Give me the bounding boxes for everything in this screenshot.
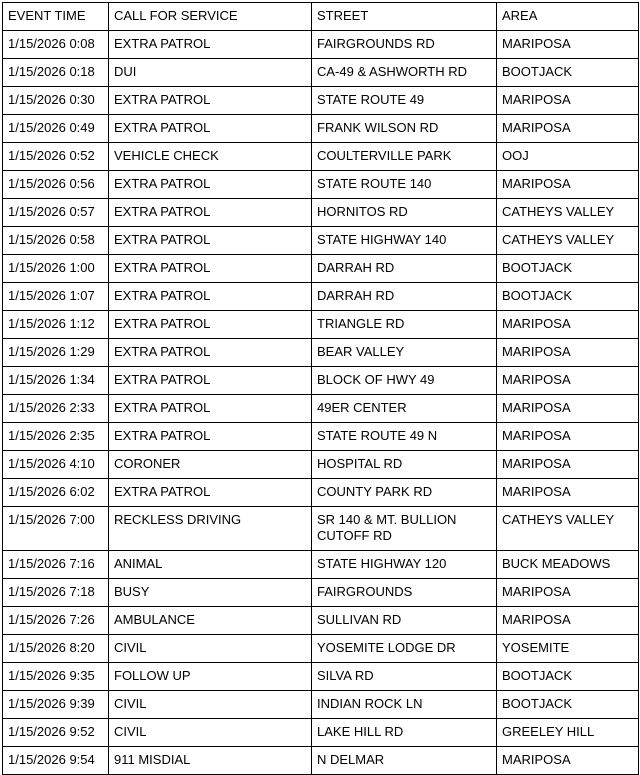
area-cell: MARIPOSA [497,339,639,367]
call-type-cell: CIVIL [109,719,312,747]
area-cell: BUCK MEADOWS [497,551,639,579]
event-time-cell: 1/15/2026 7:00 [3,507,109,551]
table-row [3,719,639,747]
street-cell: COUNTY PARK RD [312,479,497,507]
area-cell: MARIPOSA [497,171,639,199]
event-time-cell: 1/15/2026 7:26 [3,607,109,635]
call-type-cell: VEHICLE CHECK [109,143,312,171]
call-type-cell: EXTRA PATROL [109,227,312,255]
event-time-cell: 1/15/2026 9:39 [3,691,109,719]
event-time-cell: 1/15/2026 0:57 [3,199,109,227]
area-cell: OOJ [497,143,639,171]
street-cell: COULTERVILLE PARK [312,143,497,171]
street-cell: SILVA RD [312,663,497,691]
call-type-cell: DUI [109,59,312,87]
table-row [3,747,639,775]
call-type-cell: FOLLOW UP [109,663,312,691]
event-time-cell: 1/15/2026 9:54 [3,747,109,775]
call-type-cell: EXTRA PATROL [109,31,312,59]
calls-for-service-table [2,2,639,775]
table-row [3,199,639,227]
call-type-cell: EXTRA PATROL [109,283,312,311]
street-cell: BLOCK OF HWY 49 [312,367,497,395]
call-type-cell: EXTRA PATROL [109,479,312,507]
call-type-cell: CIVIL [109,635,312,663]
street-cell: CA-49 & ASHWORTH RD [312,59,497,87]
area-cell: BOOTJACK [497,59,639,87]
event-time-cell: 1/15/2026 0:52 [3,143,109,171]
area-cell: MARIPOSA [497,451,639,479]
table-row [3,143,639,171]
event-time-cell: 1/15/2026 2:33 [3,395,109,423]
header-event-time: EVENT TIME [3,3,109,31]
call-type-cell: EXTRA PATROL [109,87,312,115]
table-row [3,283,639,311]
area-cell: MARIPOSA [497,747,639,775]
table-row [3,255,639,283]
header-call-for-service: CALL FOR SERVICE [109,3,312,31]
area-cell: CATHEYS VALLEY [497,227,639,255]
call-type-cell: CORONER [109,451,312,479]
area-cell: MARIPOSA [497,31,639,59]
area-cell: BOOTJACK [497,283,639,311]
table-row [3,635,639,663]
event-time-cell: 1/15/2026 0:49 [3,115,109,143]
header-street: STREET [312,3,497,31]
street-cell: SR 140 & MT. BULLION CUTOFF RD [312,507,497,551]
event-time-cell: 1/15/2026 7:16 [3,551,109,579]
table-row [3,607,639,635]
area-cell: MARIPOSA [497,367,639,395]
table-row [3,339,639,367]
area-cell: BOOTJACK [497,691,639,719]
street-cell: BEAR VALLEY [312,339,497,367]
street-cell: FRANK WILSON RD [312,115,497,143]
table-row [3,227,639,255]
call-type-cell: BUSY [109,579,312,607]
street-cell: HOSPITAL RD [312,451,497,479]
area-cell: MARIPOSA [497,607,639,635]
table-row [3,663,639,691]
area-cell: YOSEMITE [497,635,639,663]
table-row [3,31,639,59]
table-row [3,423,639,451]
area-cell: BOOTJACK [497,255,639,283]
table-row [3,311,639,339]
street-cell: FAIRGROUNDS RD [312,31,497,59]
area-cell: MARIPOSA [497,87,639,115]
event-time-cell: 1/15/2026 0:30 [3,87,109,115]
area-cell: MARIPOSA [497,395,639,423]
area-cell: MARIPOSA [497,423,639,451]
event-time-cell: 1/15/2026 9:35 [3,663,109,691]
area-cell: MARIPOSA [497,479,639,507]
street-cell: YOSEMITE LODGE DR [312,635,497,663]
street-cell: HORNITOS RD [312,199,497,227]
area-cell: MARIPOSA [497,579,639,607]
event-time-cell: 1/15/2026 6:02 [3,479,109,507]
event-time-cell: 1/15/2026 4:10 [3,451,109,479]
event-time-cell: 1/15/2026 7:18 [3,579,109,607]
event-time-cell: 1/15/2026 1:12 [3,311,109,339]
event-time-cell: 1/15/2026 1:29 [3,339,109,367]
area-cell: GREELEY HILL [497,719,639,747]
call-type-cell: AMBULANCE [109,607,312,635]
table-row [3,367,639,395]
table-row [3,171,639,199]
street-cell: SULLIVAN RD [312,607,497,635]
table-row [3,451,639,479]
call-type-cell: 911 MISDIAL [109,747,312,775]
event-time-cell: 1/15/2026 0:58 [3,227,109,255]
area-cell: CATHEYS VALLEY [497,507,639,551]
table-row [3,691,639,719]
table-row [3,551,639,579]
street-cell: DARRAH RD [312,283,497,311]
table-row [3,479,639,507]
street-cell: DARRAH RD [312,255,497,283]
street-cell: TRIANGLE RD [312,311,497,339]
street-cell: STATE ROUTE 49 [312,87,497,115]
table-row [3,395,639,423]
street-cell: STATE HIGHWAY 120 [312,551,497,579]
call-type-cell: EXTRA PATROL [109,395,312,423]
call-type-cell: EXTRA PATROL [109,339,312,367]
event-time-cell: 1/15/2026 1:07 [3,283,109,311]
event-time-cell: 1/15/2026 1:34 [3,367,109,395]
call-type-cell: EXTRA PATROL [109,171,312,199]
call-type-cell: EXTRA PATROL [109,115,312,143]
event-time-cell: 1/15/2026 0:08 [3,31,109,59]
call-type-cell: EXTRA PATROL [109,311,312,339]
street-cell: LAKE HILL RD [312,719,497,747]
call-type-cell: RECKLESS DRIVING [109,507,312,551]
table-row [3,59,639,87]
street-cell: FAIRGROUNDS [312,579,497,607]
call-type-cell: EXTRA PATROL [109,199,312,227]
table-row [3,115,639,143]
call-type-cell: EXTRA PATROL [109,367,312,395]
area-cell: BOOTJACK [497,663,639,691]
event-time-cell: 1/15/2026 0:56 [3,171,109,199]
header-area: AREA [497,3,639,31]
street-cell: INDIAN ROCK LN [312,691,497,719]
call-type-cell: ANIMAL [109,551,312,579]
area-cell: MARIPOSA [497,311,639,339]
event-time-cell: 1/15/2026 8:20 [3,635,109,663]
event-time-cell: 1/15/2026 1:00 [3,255,109,283]
area-cell: CATHEYS VALLEY [497,199,639,227]
area-cell: MARIPOSA [497,115,639,143]
street-cell: N DELMAR [312,747,497,775]
street-cell: STATE ROUTE 49 N [312,423,497,451]
table-row [3,87,639,115]
table-row [3,579,639,607]
table-row [3,507,639,551]
street-cell: STATE ROUTE 140 [312,171,497,199]
street-cell: STATE HIGHWAY 140 [312,227,497,255]
event-time-cell: 1/15/2026 2:35 [3,423,109,451]
street-cell: 49ER CENTER [312,395,497,423]
call-type-cell: EXTRA PATROL [109,255,312,283]
call-type-cell: EXTRA PATROL [109,423,312,451]
event-time-cell: 1/15/2026 9:52 [3,719,109,747]
call-type-cell: CIVIL [109,691,312,719]
event-time-cell: 1/15/2026 0:18 [3,59,109,87]
header-row [3,3,639,31]
